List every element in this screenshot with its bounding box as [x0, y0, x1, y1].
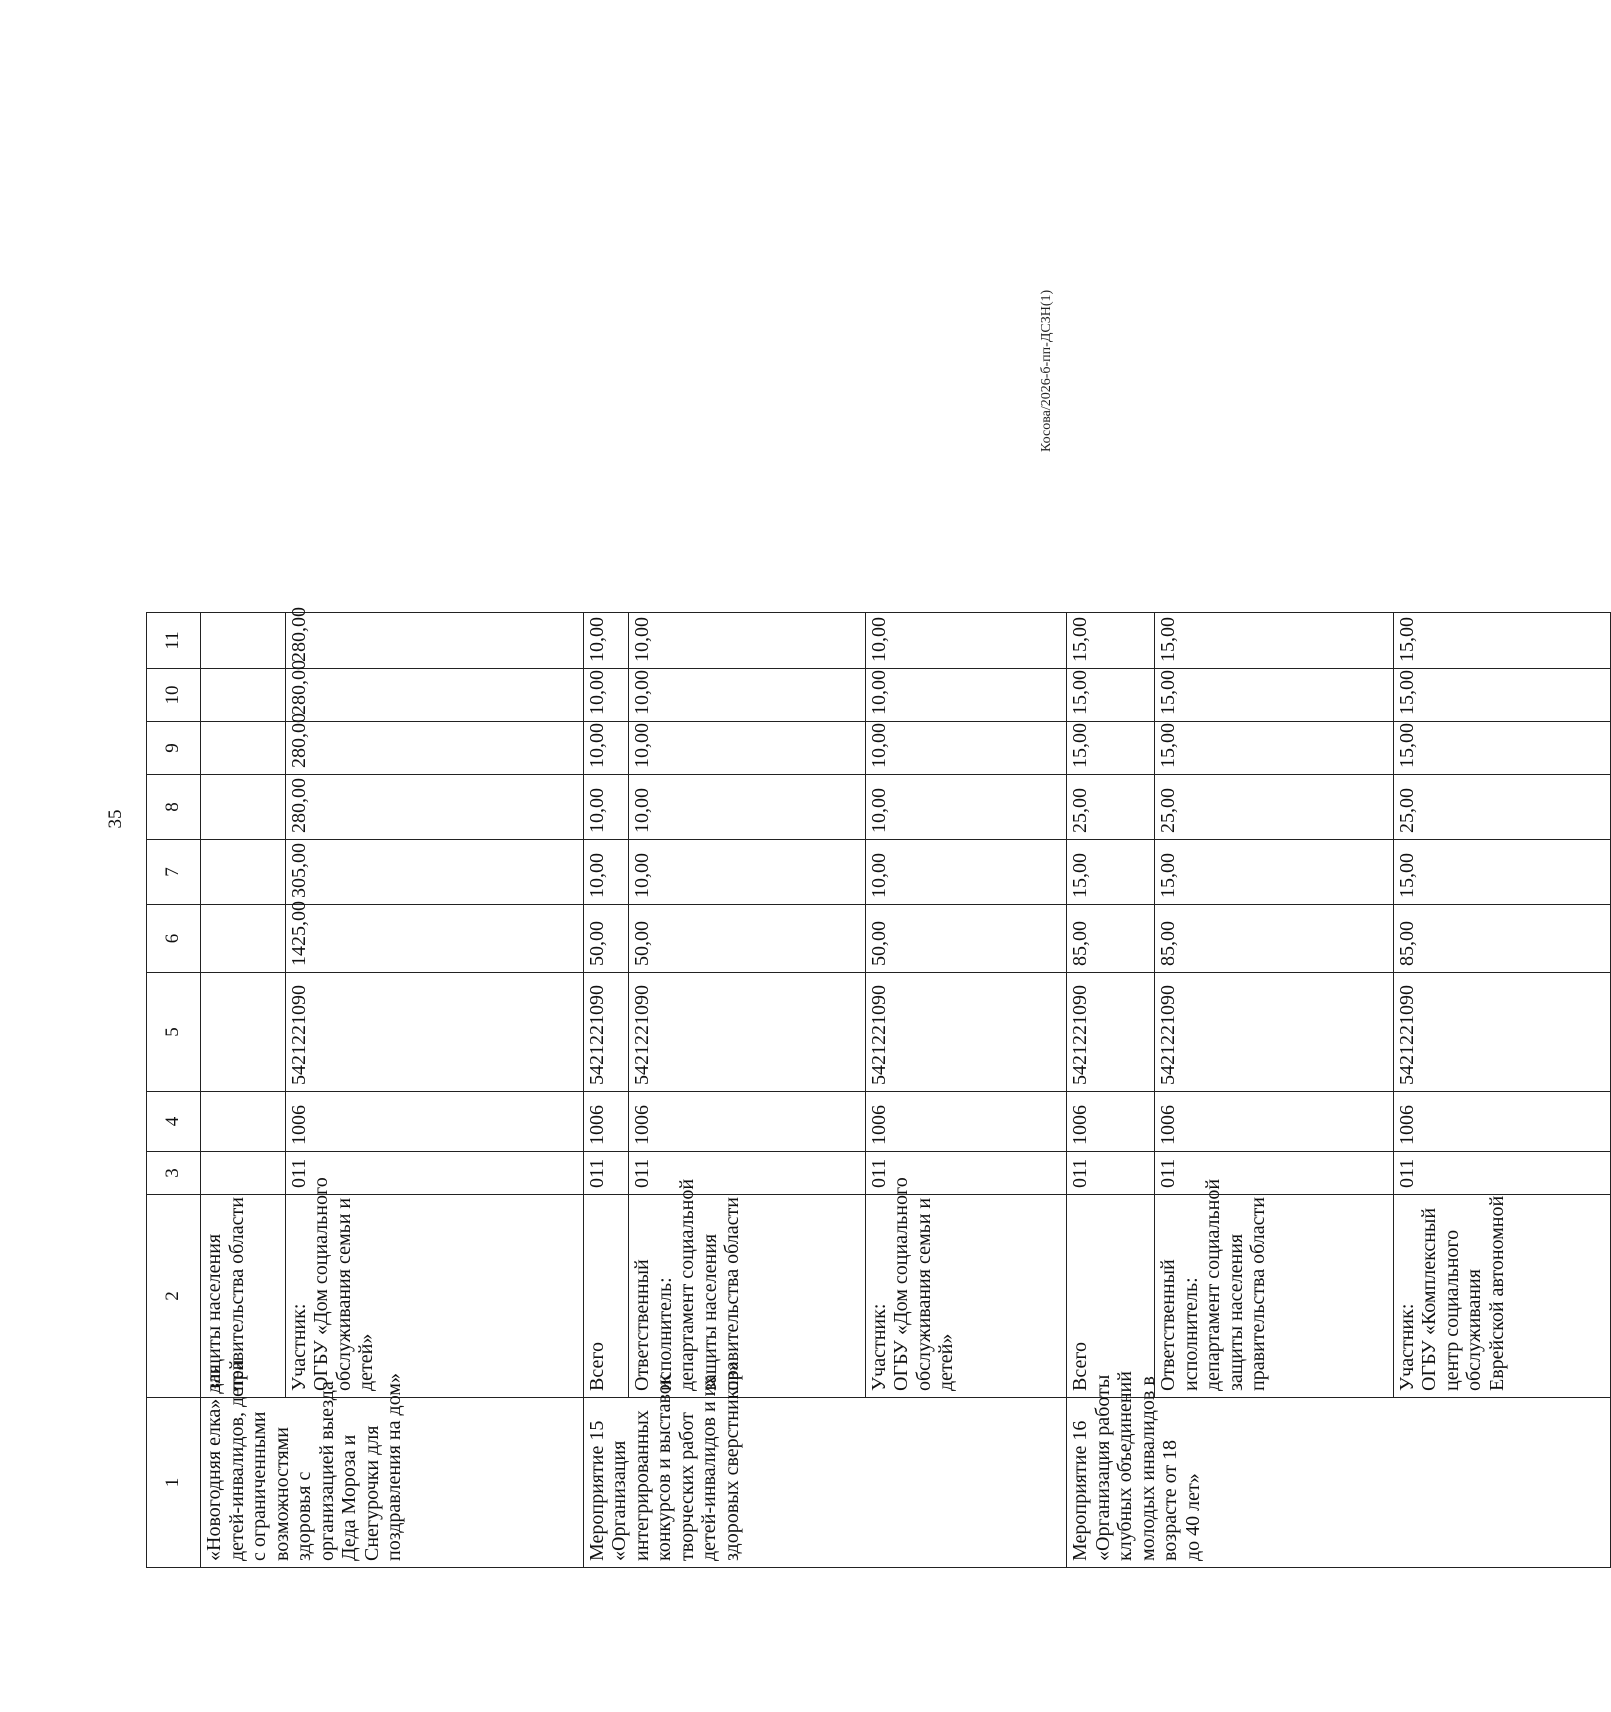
- target-article-cell: 5421221090: [1393, 973, 1610, 1092]
- year-amount-cell: 10,00: [865, 669, 1067, 722]
- executor-cell: защиты населения правительства области: [201, 1195, 285, 1398]
- column-header-9: 9: [147, 722, 201, 775]
- year-amount-cell: 10,00: [583, 775, 629, 840]
- year-amount-cell: 15,00: [1393, 613, 1610, 669]
- year-amount-cell: 15,00: [1155, 669, 1393, 722]
- executor-cell: Участник: ОГБУ «Дом социального обслуживания семьи и детей»: [285, 1195, 583, 1398]
- section-code-cell: 1006: [1155, 1092, 1393, 1152]
- year-amount-cell: 10,00: [629, 775, 866, 840]
- total-amount-cell: 50,00: [865, 905, 1067, 973]
- grbs-code-cell: 011: [865, 1152, 1067, 1195]
- grbs-code-cell: 011: [1067, 1152, 1155, 1195]
- grbs-code-cell: [201, 1152, 285, 1195]
- grbs-code-cell: 011: [285, 1152, 583, 1195]
- total-amount-cell: 50,00: [629, 905, 866, 973]
- section-code-cell: [201, 1092, 285, 1152]
- target-article-cell: [201, 973, 285, 1092]
- rotated-table-container: [146, 607, 1611, 1568]
- year-amount-cell: 305,00: [285, 840, 583, 905]
- year-amount-cell: 15,00: [1067, 613, 1155, 669]
- year-amount-cell: 15,00: [1155, 840, 1393, 905]
- year-amount-cell: 10,00: [865, 722, 1067, 775]
- table-frame: [146, 103, 1611, 1561]
- year-amount-cell: 15,00: [1155, 613, 1393, 669]
- section-code-cell: 1006: [1067, 1092, 1155, 1152]
- page-number: 35: [105, 809, 126, 829]
- target-article-cell: 5421221090: [865, 973, 1067, 1092]
- total-amount-cell: 85,00: [1155, 905, 1393, 973]
- section-code-cell: 1006: [583, 1092, 629, 1152]
- year-amount-cell: 10,00: [629, 669, 866, 722]
- year-amount-cell: 10,00: [629, 722, 866, 775]
- year-amount-cell: [201, 613, 285, 669]
- column-header-7: 7: [147, 840, 201, 905]
- event-name-cell: Мероприятие 15 «Организация интегрированных конкурсов и выставок творческих работ детей-инвалидов и их здоровых сверстников»: [583, 1398, 1067, 1568]
- section-code-cell: 1006: [629, 1092, 866, 1152]
- year-amount-cell: 15,00: [1393, 840, 1610, 905]
- year-amount-cell: 280,00: [285, 775, 583, 840]
- year-amount-cell: [201, 722, 285, 775]
- budget-table: [146, 607, 1611, 1568]
- executor-cell: Ответственный исполнитель: департамент социальной защиты населения правительства области: [1155, 1195, 1393, 1398]
- total-amount-cell: [201, 905, 285, 973]
- target-article-cell: 5421221090: [285, 973, 583, 1092]
- column-header-1: 1: [147, 1398, 201, 1568]
- year-amount-cell: 15,00: [1067, 722, 1155, 775]
- year-amount-cell: 25,00: [1067, 775, 1155, 840]
- year-amount-cell: 10,00: [583, 840, 629, 905]
- document-footer-code: Косова/2026-б-пп-ДСЗН(1): [1039, 289, 1054, 452]
- total-amount-cell: 1425,00: [285, 905, 583, 973]
- column-header-11: 11: [147, 613, 201, 669]
- year-amount-cell: 10,00: [583, 613, 629, 669]
- year-amount-cell: 10,00: [865, 613, 1067, 669]
- grbs-code-cell: 011: [1393, 1152, 1610, 1195]
- target-article-cell: 5421221090: [583, 973, 629, 1092]
- year-amount-cell: 10,00: [629, 840, 866, 905]
- year-amount-cell: 280,00: [285, 669, 583, 722]
- year-amount-cell: 25,00: [1393, 775, 1610, 840]
- executor-cell: Всего: [1067, 1195, 1155, 1398]
- section-code-cell: 1006: [285, 1092, 583, 1152]
- year-amount-cell: 280,00: [285, 613, 583, 669]
- column-header-8: 8: [147, 775, 201, 840]
- year-amount-cell: 15,00: [1067, 669, 1155, 722]
- year-amount-cell: 280,00: [285, 722, 583, 775]
- grbs-code-cell: 011: [1155, 1152, 1393, 1195]
- year-amount-cell: 10,00: [865, 775, 1067, 840]
- section-code-cell: 1006: [865, 1092, 1067, 1152]
- total-amount-cell: 85,00: [1067, 905, 1155, 973]
- event-name-cell: «Новогодняя елка» для детей-инвалидов, детей с ограниченными возможностями здоровья с организацией выезда Деда Мороза и Снегурочки для поздравления на дом»: [201, 1398, 583, 1568]
- executor-cell: Всего: [583, 1195, 629, 1398]
- total-amount-cell: 50,00: [583, 905, 629, 973]
- event-name-cell: Мероприятие 16 «Организация работы клубных объединений молодых инвалидов в возрасте от 18 до 40 лет»: [1067, 1398, 1611, 1568]
- year-amount-cell: 15,00: [1067, 840, 1155, 905]
- column-header-4: 4: [147, 1092, 201, 1152]
- column-header-10: 10: [147, 669, 201, 722]
- year-amount-cell: 15,00: [1393, 669, 1610, 722]
- target-article-cell: 5421221090: [1067, 973, 1155, 1092]
- target-article-cell: 5421221090: [1155, 973, 1393, 1092]
- section-code-cell: 1006: [1393, 1092, 1610, 1152]
- column-header-5: 5: [147, 973, 201, 1092]
- year-amount-cell: [201, 775, 285, 840]
- table-header-row: [147, 613, 201, 1568]
- grbs-code-cell: 011: [629, 1152, 866, 1195]
- table-row: [1067, 613, 1155, 1568]
- executor-cell: Участник: ОГБУ «Комплексный центр социального обслуживания Еврейской автономной: [1393, 1195, 1610, 1398]
- year-amount-cell: [201, 669, 285, 722]
- year-amount-cell: 15,00: [1155, 722, 1393, 775]
- table-row: [583, 613, 629, 1568]
- executor-cell: Участник: ОГБУ «Дом социального обслуживания семьи и детей»: [865, 1195, 1067, 1398]
- year-amount-cell: [201, 840, 285, 905]
- year-amount-cell: 10,00: [583, 722, 629, 775]
- column-header-2: 2: [147, 1195, 201, 1398]
- year-amount-cell: 15,00: [1393, 722, 1610, 775]
- year-amount-cell: 10,00: [865, 840, 1067, 905]
- column-header-3: 3: [147, 1152, 201, 1195]
- grbs-code-cell: 011: [583, 1152, 629, 1195]
- year-amount-cell: 25,00: [1155, 775, 1393, 840]
- target-article-cell: 5421221090: [629, 973, 866, 1092]
- table-row: [201, 613, 285, 1568]
- year-amount-cell: 10,00: [629, 613, 866, 669]
- column-header-6: 6: [147, 905, 201, 973]
- executor-cell: Ответственный исполнитель: департамент социальной защиты населения правительства области: [629, 1195, 866, 1398]
- total-amount-cell: 85,00: [1393, 905, 1610, 973]
- year-amount-cell: 10,00: [583, 669, 629, 722]
